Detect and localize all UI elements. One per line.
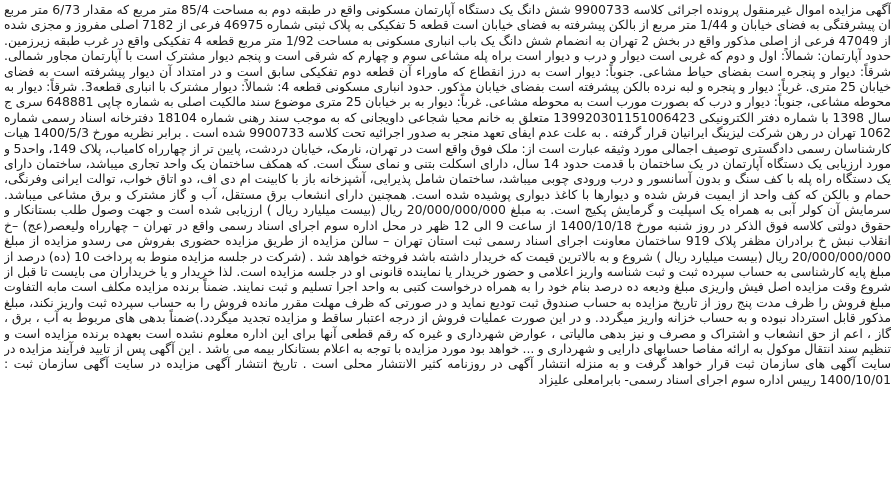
notice-title: آگهی مزایده اموال غیرمنقول پرونده اجرائی کلاسه 9900733 [574, 2, 891, 17]
auction-notice-text [4, 2, 891, 489]
notice-body: شش دانگ یک دستگاه آپارتمان مسکونی واقع در طبقه دوم به مساحت 85/4 متر مربع که مقدار 6/73 متر مربع ان پیشرفتگی به فضای خیابان و 1/44 متر مربع از بالکن پیشرفته به فضای خیابان است قطعه 5 تفکیکی به پلاک ثبتی شماره 46975 فرعی از 7182 اصلی مفروز و مجزی شده از 47049 فرعی از اصلی مذکور واقع در بخش 2 تهران به انضمام شش دانگ یک باب انباری مسکونی به مساحت 1/92 متر مربع قطعه 4 تفکیکی واقع در غرب طبقه زیرزمین. حدود آپارتمان: شمالاً: اول و دوم که غربی است دیوار و درب و دیوار است براه پله مشاعی سوم و چهارم که شرقی است و پنجم دیوار مشترک است با آپارتمان مجاور شمالی. شرقاً: دیوار و پنجره است بفضای حیاط مشاعی. جنوباً: دیوار است به درز انقطاع که ماوراء آن قطعه دوم تفکیکی سابق است و در امتداد آن دیوار پیشرفته است به فضای خیابان 25 متری. غرباً: دیوار و پنجره و لبه نرده بالکن پیشرفته است بفضای خیابان مذکور. حدود انباری مسکونی قطعه 4: شمالاً: دیوار مشترک با انباری قطعه3. شرقاً: دیوار به محوطه مشاعی، جنوباً: دیوار و درب که بصورت مورب است به محوطه مشاعی. غرباً: دیوار به بر خیابان 25 متری موضوع سند مالکیت اصلی به شماره چاپی 648881 سری ج سال 1398 با شماره دفتر الکترونیکی 139920301151006423 متعلق به خانم محیا شجاعی داویجانی که به موجب سند رهنی شماره 18104 دفترخانه اسناد رسمی شماره 1062 تهران در رهن شرکت لیزینگ ایرانیان قرار گرفته . به علت عدم ایفای تعهد منجر به صدور اجرائیه تحت کلاسه 9900733 شده است . برابر نظریه مورخ 1400/5/3 هیات کارشناسان رسمی دادگستری توصیف اجمالی مورد وثیقه عبارت است از: ملک فوق واقع است در تهران، نارمک، خیابان دردشت، پایین تر از چهارراه کامیاب، پلاک 149، واحد5 و مورد ارزیابی یک دستگاه آپارتمان در یک ساختمان با قدمت حدود 14 سال، دارای اسکلت بتنی و نمای سنگ است. که همکف ساختمان یک واحد تجاری میباشد، ساختمان دارای یک دستگاه راه پله با کف سنگ و بدون آسانسور و درب ورودی چوبی میباشد، ساختمان شامل پذیرایی، آشپزخانه باز با کابینت ام دی اف، دو اتاق خواب، توالت ایرانی وفرنگی، حمام و بالکن که کف واحد از ایمیت فرش شده و دیوارها با کاغذ دیواری پوشیده شده است. همچنین دارای انشعاب برق مستقل، آب و گاز مشترک و برق مشاعی میباشد. سرمایش آن کولر آبی به همراه یک اسپلیت و گرمایش پکیج است. به مبلغ 20/000/000/000 ریال (بیست میلیارد ریال ) ارزیابی شده است و جهت وصول طلب بستانکار و حقوق دولتی کلاسه فوق الذکر در روز شنبه مورخ 1400/10/18 از ساعت 9 الی 12 ظهر در محل اداره سوم اجرای اسناد رسمی واقع در تهران – چهارراه ولیعصر(عج) –خ انقلاب نبش خ برادران مظفر پلاک 919 ساختمان معاونت اجرای اسناد رسمی ثبت استان تهران – سالن مزایده از طریق مزایده حضوری بفروش می رسدو مزایده از مبلغ 20/000/000/000 ریال (بیست میلیارد ریال ) شروع و به بالاترین قیمت که خریدار داشته باشد فروخته خواهد شد . (شرکت در جلسه مزایده منوط به پرداخت 10 (ده) درصد از مبلغ پایه کارشناسی به حساب سپرده ثبت و ثبت شناسه واریز اعلامی و حضور خریدار یا نماینده قانونی او در جلسه مزایده است. لذا خریدار و یا خریداران می بایست تا قبل از شروع وقت مزایده اصل فیش واریزی مبلغ ودیعه ده درصد بنام خود را به همراه درخواست کتبی به واحد اجرا تسلیم و ثبت نمایند. ضمناً برنده مزایده مکلف است مابه التفاوت مبلغ فروش را ظرف مدت پنج روز از تاریخ مزایده به حساب صندوق ثبت تودیع نماید و در صورتی که ظرف مهلت مقرر مانده فروش را به حساب سپرده ثبت واریز نکند، مبلغ مذکور قابل استرداد نبوده و به حساب خزانه واریز میگردد. و در این صورت عملیات فروش از درجه اعتبار ساقط و مزایده تجدید میگردد.)ضمناً بدهی های مربوط به آب ، برق ، گاز ، اعم از حق انشعاب و اشتراک و مصرف و نیز بدهی مالیاتی ، عوارض شهرداری و غیره که رقم قطعی آنها برای این اداره معلوم نشده است بعهده برنده مزایده است و تنظیم سند انتقال موکول به ارائه مفاصا حسابهای دارایی و شهرداری و ... خواهد بود مورد مزایده با توجه به اعلام بستانکار بیمه می باشد . این آگهی پس از تایید فرآیند مزایده در سایت آگهی های سازمان ثبت قرار خواهد گرفت و به منزله انتشار آگهی در روزنامه کثیر الانتشار محلی است . تاریخ انتشار آگهی مزایده در سایت آگهی سازمان ثبت : 1400/10/01 رییس اداره سوم اجرای اسناد رسمی- بابرامعلی علیزاد [4, 2, 891, 387]
